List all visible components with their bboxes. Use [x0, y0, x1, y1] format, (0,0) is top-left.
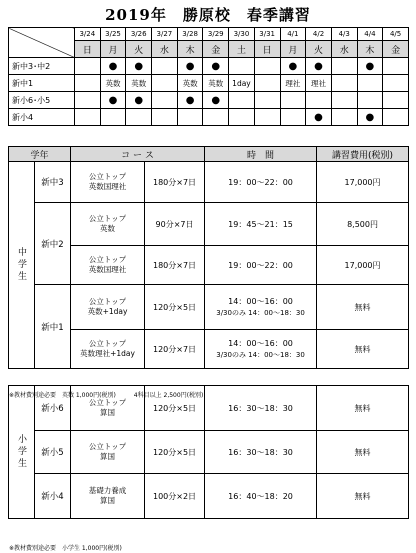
- course-name: 公立トップ 算国: [71, 386, 145, 431]
- course-name: 公立トップ 英数国理社: [71, 162, 145, 203]
- calendar-cell: [75, 75, 101, 92]
- calendar-cell: [254, 75, 280, 92]
- calendar-cell: [331, 92, 357, 109]
- page-title: 2019年 勝原校 春季講習: [105, 6, 311, 24]
- course-fee: 8,500円: [317, 203, 409, 246]
- calendar-cell: [280, 109, 306, 126]
- course-time: 19：00～22：00: [205, 246, 317, 285]
- grade-label: 新中2: [35, 203, 71, 285]
- calendar-weekday: 月: [280, 41, 306, 58]
- calendar-cell: [383, 92, 409, 109]
- course-duration: 180分×7日: [145, 246, 205, 285]
- grade-label: 新小6: [35, 386, 71, 431]
- calendar-cell: [75, 109, 101, 126]
- course-duration: 120分×5日: [145, 431, 205, 474]
- calendar-cell: [229, 58, 255, 75]
- calendar-cell: 英数: [126, 75, 152, 92]
- calendar-cell: [152, 92, 178, 109]
- calendar-cell: [229, 92, 255, 109]
- calendar-date: 3/30: [229, 28, 255, 41]
- course-fee: 無料: [317, 386, 409, 431]
- grade-label: 新中3: [35, 162, 71, 203]
- calendar-cell: 理社: [306, 75, 332, 92]
- calendar-weekday: 土: [229, 41, 255, 58]
- calendar-cell: ●: [203, 58, 229, 75]
- course-duration: 120分×5日: [145, 285, 205, 330]
- calendar-cell: [383, 58, 409, 75]
- el-material-note: ※教材費別途必要 小学生 1,000円(税別): [9, 545, 122, 552]
- course-time: 14：00～16：00 3/30のみ 14：00～18：30: [205, 285, 317, 330]
- calendar-weekday: 日: [75, 41, 101, 58]
- calendar-cell: [126, 109, 152, 126]
- calendar-cell: 1day: [229, 75, 255, 92]
- calendar-cell: [177, 109, 203, 126]
- calendar-cell: [331, 58, 357, 75]
- calendar-cell: ●: [203, 92, 229, 109]
- calendar-cell: [152, 58, 178, 75]
- calendar-cell: [152, 75, 178, 92]
- course-time: 16：40～18：20: [205, 474, 317, 519]
- header-time: 時 間: [205, 147, 317, 162]
- course-time-note: 3/30のみ 14：00～18：30: [216, 308, 305, 317]
- calendar-cell: [203, 109, 229, 126]
- calendar-row-label: 新中3･中2: [9, 58, 75, 75]
- course-time: 16：30～18：30: [205, 386, 317, 431]
- calendar-cell: [75, 92, 101, 109]
- calendar-weekday: 月: [100, 41, 126, 58]
- calendar-cell: [100, 109, 126, 126]
- calendar-cell: ●: [100, 92, 126, 109]
- calendar-cell: 英数: [177, 75, 203, 92]
- calendar-date: 3/29: [203, 28, 229, 41]
- course-fee: 17,000円: [317, 246, 409, 285]
- calendar-cell: [152, 109, 178, 126]
- calendar-weekday: 木: [177, 41, 203, 58]
- calendar-cell: [331, 109, 357, 126]
- calendar-cell: ●: [100, 58, 126, 75]
- table-gap: [9, 369, 409, 386]
- course-duration: 90分×7日: [145, 203, 205, 246]
- calendar-date: 3/27: [152, 28, 178, 41]
- grade-label: 新中1: [35, 285, 71, 369]
- course-time: 19：45～21：15: [205, 203, 317, 246]
- calendar-date: 4/5: [383, 28, 409, 41]
- course-name: 公立トップ 英数: [71, 203, 145, 246]
- course-duration: 120分×7日: [145, 330, 205, 369]
- calendar-cell: ●: [177, 58, 203, 75]
- calendar-cell: [331, 75, 357, 92]
- calendar-date: 3/24: [75, 28, 101, 41]
- course-name: 公立トップ 英数+1day: [71, 285, 145, 330]
- course-duration: 120分×5日: [145, 386, 205, 431]
- calendar-cell: [357, 75, 383, 92]
- course-table: [8, 146, 409, 519]
- header-fee: 講習費用(税別): [317, 147, 409, 162]
- course-fee: 無料: [317, 285, 409, 330]
- course-duration: 180分×7日: [145, 162, 205, 203]
- calendar-cell: ●: [357, 58, 383, 75]
- group-junior-high: 中学生: [9, 162, 35, 369]
- calendar-row-label: 新小6･小5: [9, 92, 75, 109]
- calendar-cell: [306, 92, 332, 109]
- calendar-cell: 理社: [280, 75, 306, 92]
- course-name: 基礎力養成 算国: [71, 474, 145, 519]
- calendar-cell: ●: [306, 109, 332, 126]
- calendar-date: 3/28: [177, 28, 203, 41]
- header-course: コ ー ス: [71, 147, 205, 162]
- calendar-row-label: 新小4: [9, 109, 75, 126]
- calendar-cell: [254, 58, 280, 75]
- calendar-cell: [280, 92, 306, 109]
- calendar-date: 4/1: [280, 28, 306, 41]
- course-duration: 100分×2日: [145, 474, 205, 519]
- grade-label: 新小5: [35, 431, 71, 474]
- schedule-calendar: [8, 27, 409, 126]
- calendar-cell: [75, 58, 101, 75]
- course-name: 公立トップ 英数国理社: [71, 246, 145, 285]
- calendar-weekday: 火: [306, 41, 332, 58]
- course-fee: 無料: [317, 431, 409, 474]
- calendar-weekday: 金: [383, 41, 409, 58]
- calendar-date: 3/26: [126, 28, 152, 41]
- calendar-weekday: 火: [126, 41, 152, 58]
- calendar-cell: ●: [177, 92, 203, 109]
- header-grade: 学年: [9, 147, 71, 162]
- grade-label: 新小4: [35, 474, 71, 519]
- calendar-weekday: 水: [331, 41, 357, 58]
- calendar-cell: 英数: [100, 75, 126, 92]
- jh-material-note: ※教材費別途必要 英数 1,000円(税別) 4科目以上 2,500円(税別): [9, 392, 204, 399]
- course-fee: 17,000円: [317, 162, 409, 203]
- calendar-cell: [229, 109, 255, 126]
- course-time: 14：00～16：00 3/30のみ 14：00～18：30: [205, 330, 317, 369]
- calendar-cell: [254, 92, 280, 109]
- calendar-cell: ●: [280, 58, 306, 75]
- calendar-cell: ●: [126, 58, 152, 75]
- calendar-date: 3/31: [254, 28, 280, 41]
- calendar-cell: ●: [306, 58, 332, 75]
- calendar-cell: ●: [357, 109, 383, 126]
- calendar-date: 4/2: [306, 28, 332, 41]
- calendar-weekday: 水: [152, 41, 178, 58]
- calendar-cell: ●: [126, 92, 152, 109]
- group-elementary: 小学生: [9, 386, 35, 519]
- calendar-weekday: 日: [254, 41, 280, 58]
- course-time: 16：30～18：30: [205, 431, 317, 474]
- course-fee: 無料: [317, 474, 409, 519]
- calendar-date: 4/4: [357, 28, 383, 41]
- course-name: 公立トップ 算国: [71, 431, 145, 474]
- calendar-weekday: 金: [203, 41, 229, 58]
- course-name: 公立トップ 英数理社+1day: [71, 330, 145, 369]
- calendar-date: 4/3: [331, 28, 357, 41]
- calendar-cell: [357, 92, 383, 109]
- calendar-cell: [383, 109, 409, 126]
- calendar-cell: 英数: [203, 75, 229, 92]
- calendar-row-label: 新中1: [9, 75, 75, 92]
- calendar-weekday: 木: [357, 41, 383, 58]
- calendar-cell: [383, 75, 409, 92]
- calendar-date: 3/25: [100, 28, 126, 41]
- course-time-note: 3/30のみ 14：00～18：30: [216, 350, 305, 359]
- course-fee: 無料: [317, 330, 409, 369]
- course-time: 19：00～22：00: [205, 162, 317, 203]
- calendar-cell: [254, 109, 280, 126]
- calendar-corner: [9, 28, 75, 58]
